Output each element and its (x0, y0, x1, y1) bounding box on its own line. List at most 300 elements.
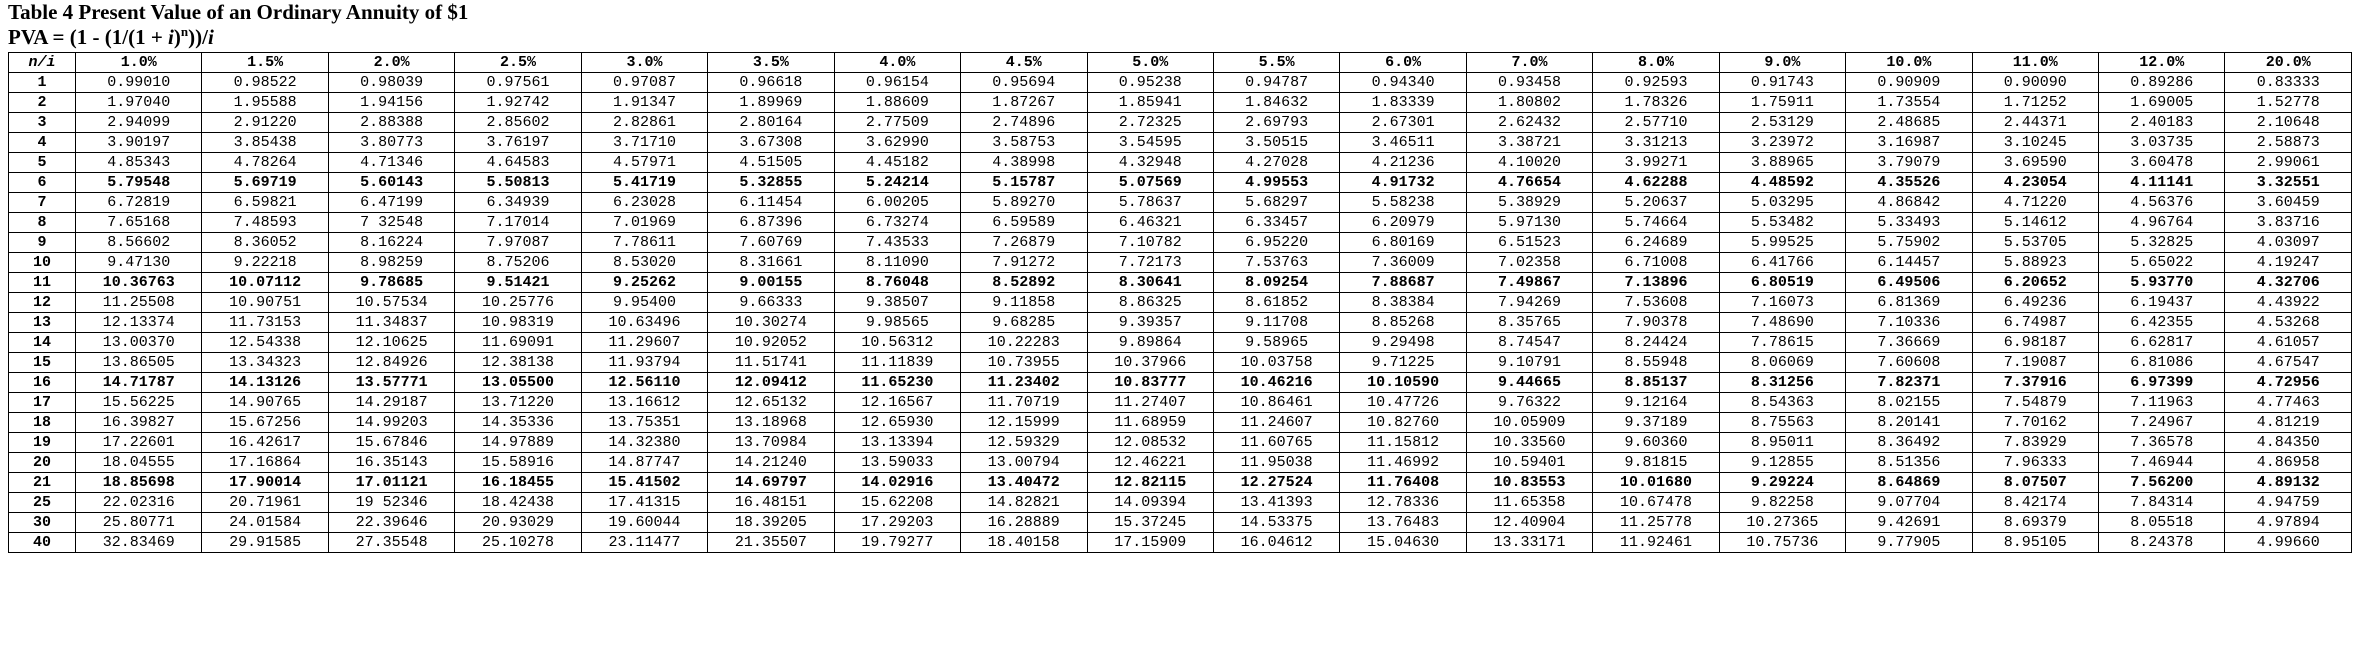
value-cell: 13.34323 (202, 353, 328, 373)
value-cell: 10.36763 (76, 273, 202, 293)
period-cell: 14 (9, 333, 76, 353)
value-cell: 6.42355 (2099, 313, 2225, 333)
value-cell: 8.86325 (1087, 293, 1213, 313)
value-cell: 8.24378 (2099, 533, 2225, 553)
value-cell: 13.75351 (581, 413, 707, 433)
value-cell: 12.54338 (202, 333, 328, 353)
value-cell: 1.88609 (834, 93, 960, 113)
value-cell: 20.71961 (202, 493, 328, 513)
table-row (9, 233, 2352, 253)
value-cell: 7.65168 (76, 213, 202, 233)
value-cell: 1.87267 (961, 93, 1087, 113)
period-cell: 18 (9, 413, 76, 433)
value-cell: 11.15812 (1340, 433, 1466, 453)
value-cell: 14.99203 (328, 413, 454, 433)
value-cell: 8.54363 (1719, 393, 1845, 413)
value-cell: 0.98039 (328, 73, 454, 93)
value-cell: 7.90378 (1593, 313, 1719, 333)
value-cell: 18.39205 (708, 513, 834, 533)
value-cell: 11.70719 (961, 393, 1087, 413)
value-cell: 5.88923 (1972, 253, 2098, 273)
value-cell: 10.83777 (1087, 373, 1213, 393)
value-cell: 10.92052 (708, 333, 834, 353)
value-cell: 1.91347 (581, 93, 707, 113)
value-cell: 3.38721 (1466, 133, 1592, 153)
value-cell: 17.15909 (1087, 533, 1213, 553)
value-cell: 9.76322 (1466, 393, 1592, 413)
value-cell: 8.11090 (834, 253, 960, 273)
value-cell: 10.57534 (328, 293, 454, 313)
value-cell: 5.14612 (1972, 213, 2098, 233)
value-cell: 10.83553 (1466, 473, 1592, 493)
table-row (9, 513, 2352, 533)
value-cell: 13.00794 (961, 453, 1087, 473)
value-cell: 5.58238 (1340, 193, 1466, 213)
value-cell: 1.83339 (1340, 93, 1466, 113)
value-cell: 4.71346 (328, 153, 454, 173)
value-cell: 2.44371 (1972, 113, 2098, 133)
value-cell: 11.24607 (1213, 413, 1339, 433)
value-cell: 6.81369 (1846, 293, 1972, 313)
period-cell: 10 (9, 253, 76, 273)
value-cell: 9.25262 (581, 273, 707, 293)
value-cell: 4.67547 (2225, 353, 2352, 373)
value-cell: 7.36669 (1846, 333, 1972, 353)
value-cell: 7.48690 (1719, 313, 1845, 333)
value-cell: 4.85343 (76, 153, 202, 173)
table-row (9, 93, 2352, 113)
value-cell: 6.74987 (1972, 313, 2098, 333)
value-cell: 7.78615 (1719, 333, 1845, 353)
value-cell: 7.78611 (581, 233, 707, 253)
value-cell: 7.97087 (455, 233, 581, 253)
rate-header: 12.0% (2099, 53, 2225, 73)
value-cell: 19.79277 (834, 533, 960, 553)
value-cell: 7.84314 (2099, 493, 2225, 513)
value-cell: 4.27028 (1213, 153, 1339, 173)
value-cell: 11.76408 (1340, 473, 1466, 493)
period-cell: 3 (9, 113, 76, 133)
value-cell: 3.60478 (2099, 153, 2225, 173)
value-cell: 11.92461 (1593, 533, 1719, 553)
table-row (9, 353, 2352, 373)
value-cell: 0.96618 (708, 73, 834, 93)
value-cell: 1.69005 (2099, 93, 2225, 113)
value-cell: 10.33560 (1466, 433, 1592, 453)
value-cell: 2.99061 (2225, 153, 2352, 173)
value-cell: 4.94759 (2225, 493, 2352, 513)
value-cell: 14.35336 (455, 413, 581, 433)
value-cell: 14.29187 (328, 393, 454, 413)
value-cell: 5.79548 (76, 173, 202, 193)
value-cell: 18.40158 (961, 533, 1087, 553)
value-cell: 0.93458 (1466, 73, 1592, 93)
rate-header: 4.5% (961, 53, 1087, 73)
value-cell: 14.97889 (455, 433, 581, 453)
value-cell: 16.42617 (202, 433, 328, 453)
value-cell: 5.03295 (1719, 193, 1845, 213)
value-cell: 15.67846 (328, 433, 454, 453)
value-cell: 13.18968 (708, 413, 834, 433)
value-cell: 10.46216 (1213, 373, 1339, 393)
value-cell: 5.74664 (1593, 213, 1719, 233)
value-cell: 17.01121 (328, 473, 454, 493)
value-cell: 9.89864 (1087, 333, 1213, 353)
value-cell: 6.49236 (1972, 293, 2098, 313)
value-cell: 11.46992 (1340, 453, 1466, 473)
value-cell: 7.91272 (961, 253, 1087, 273)
value-cell: 2.94099 (76, 113, 202, 133)
value-cell: 12.65930 (834, 413, 960, 433)
value-cell: 8.20141 (1846, 413, 1972, 433)
value-cell: 5.97130 (1466, 213, 1592, 233)
value-cell: 10.90751 (202, 293, 328, 313)
value-cell: 12.10625 (328, 333, 454, 353)
value-cell: 7 32548 (328, 213, 454, 233)
value-cell: 12.27524 (1213, 473, 1339, 493)
value-cell: 17.29203 (834, 513, 960, 533)
value-cell: 2.40183 (2099, 113, 2225, 133)
value-cell: 4.61057 (2225, 333, 2352, 353)
value-cell: 4.19247 (2225, 253, 2352, 273)
value-cell: 14.87747 (581, 453, 707, 473)
rate-header: 8.0% (1593, 53, 1719, 73)
value-cell: 8.61852 (1213, 293, 1339, 313)
annuity-table-page (8, 0, 2352, 553)
value-cell: 1.95588 (202, 93, 328, 113)
rate-header: 11.0% (1972, 53, 2098, 73)
value-cell: 4.78264 (202, 153, 328, 173)
period-cell: 8 (9, 213, 76, 233)
value-cell: 3.31213 (1593, 133, 1719, 153)
value-cell: 6.81086 (2099, 353, 2225, 373)
period-cell: 2 (9, 93, 76, 113)
value-cell: 10.56312 (834, 333, 960, 353)
value-cell: 10.37966 (1087, 353, 1213, 373)
value-cell: 6.80169 (1340, 233, 1466, 253)
value-cell: 18.85698 (76, 473, 202, 493)
value-cell: 12.40904 (1466, 513, 1592, 533)
value-cell: 6.33457 (1213, 213, 1339, 233)
formula-rate-var-2: i (207, 25, 214, 49)
value-cell: 0.97087 (581, 73, 707, 93)
table-row (9, 293, 2352, 313)
table-row (9, 213, 2352, 233)
value-cell: 9.66333 (708, 293, 834, 313)
value-cell: 15.67256 (202, 413, 328, 433)
value-cell: 8.38384 (1340, 293, 1466, 313)
value-cell: 10.03758 (1213, 353, 1339, 373)
period-cell: 25 (9, 493, 76, 513)
value-cell: 16.18455 (455, 473, 581, 493)
value-cell: 6.97399 (2099, 373, 2225, 393)
value-cell: 7.94269 (1466, 293, 1592, 313)
value-cell: 11.51741 (708, 353, 834, 373)
value-cell: 4.43922 (2225, 293, 2352, 313)
value-cell: 10.98319 (455, 313, 581, 333)
value-cell: 6.23028 (581, 193, 707, 213)
value-cell: 4.89132 (2225, 473, 2352, 493)
value-cell: 8.85268 (1340, 313, 1466, 333)
value-cell: 9.39357 (1087, 313, 1213, 333)
value-cell: 4.97894 (2225, 513, 2352, 533)
value-cell: 11.11839 (834, 353, 960, 373)
value-cell: 6.59589 (961, 213, 1087, 233)
value-cell: 9.29224 (1719, 473, 1845, 493)
rate-header: 20.0% (2225, 53, 2352, 73)
value-cell: 5.38929 (1466, 193, 1592, 213)
value-cell: 12.56110 (581, 373, 707, 393)
value-cell: 10.30274 (708, 313, 834, 333)
value-cell: 8.55948 (1593, 353, 1719, 373)
value-cell: 7.60608 (1846, 353, 1972, 373)
value-cell: 7.19087 (1972, 353, 2098, 373)
value-cell: 11.65230 (834, 373, 960, 393)
value-cell: 7.17014 (455, 213, 581, 233)
value-cell: 9.12164 (1593, 393, 1719, 413)
value-cell: 11.25778 (1593, 513, 1719, 533)
rate-header: 2.5% (455, 53, 581, 73)
value-cell: 3.46511 (1340, 133, 1466, 153)
value-cell: 0.90909 (1846, 73, 1972, 93)
value-cell: 3.79079 (1846, 153, 1972, 173)
value-cell: 9.07704 (1846, 493, 1972, 513)
value-cell: 15.56225 (76, 393, 202, 413)
value-cell: 6.73274 (834, 213, 960, 233)
period-cell: 6 (9, 173, 76, 193)
value-cell: 12.82115 (1087, 473, 1213, 493)
value-cell: 0.83333 (2225, 73, 2352, 93)
value-cell: 8.02155 (1846, 393, 1972, 413)
value-cell: 8.75563 (1719, 413, 1845, 433)
value-cell: 7.13896 (1593, 273, 1719, 293)
value-cell: 5.75902 (1846, 233, 1972, 253)
value-cell: 9.38507 (834, 293, 960, 313)
value-cell: 1.89969 (708, 93, 834, 113)
value-cell: 8.95011 (1719, 433, 1845, 453)
value-cell: 10.59401 (1466, 453, 1592, 473)
value-cell: 10.73955 (961, 353, 1087, 373)
value-cell: 11.68959 (1087, 413, 1213, 433)
value-cell: 4.76654 (1466, 173, 1592, 193)
value-cell: 4.64583 (455, 153, 581, 173)
period-cell: 20 (9, 453, 76, 473)
value-cell: 3.90197 (76, 133, 202, 153)
corner-label: n/i (9, 53, 76, 73)
value-cell: 1.52778 (2225, 93, 2352, 113)
formula-rate-var: i (168, 25, 174, 49)
value-cell: 6.00205 (834, 193, 960, 213)
value-cell: 4.48592 (1719, 173, 1845, 193)
value-cell: 13.57771 (328, 373, 454, 393)
value-cell: 2.62432 (1466, 113, 1592, 133)
value-cell: 14.82821 (961, 493, 1087, 513)
value-cell: 12.59329 (961, 433, 1087, 453)
value-cell: 10.67478 (1593, 493, 1719, 513)
value-cell: 2.74896 (961, 113, 1087, 133)
value-cell: 7.10782 (1087, 233, 1213, 253)
value-cell: 8.24424 (1593, 333, 1719, 353)
value-cell: 8.64869 (1846, 473, 1972, 493)
value-cell: 7.60769 (708, 233, 834, 253)
value-cell: 15.04630 (1340, 533, 1466, 553)
value-cell: 2.77509 (834, 113, 960, 133)
value-cell: 7.88687 (1340, 273, 1466, 293)
value-cell: 7.02358 (1466, 253, 1592, 273)
value-cell: 2.67301 (1340, 113, 1466, 133)
value-cell: 19.60044 (581, 513, 707, 533)
value-cell: 3.85438 (202, 133, 328, 153)
rate-header: 5.5% (1213, 53, 1339, 73)
value-cell: 3.99271 (1593, 153, 1719, 173)
value-cell: 9.11708 (1213, 313, 1339, 333)
value-cell: 6.24689 (1593, 233, 1719, 253)
value-cell: 8.31661 (708, 253, 834, 273)
value-cell: 17.16864 (202, 453, 328, 473)
rate-header: 1.0% (76, 53, 202, 73)
value-cell: 8.98259 (328, 253, 454, 273)
value-cell: 3.58753 (961, 133, 1087, 153)
value-cell: 12.78336 (1340, 493, 1466, 513)
value-cell: 5.53482 (1719, 213, 1845, 233)
value-cell: 10.05909 (1466, 413, 1592, 433)
value-cell: 27.35548 (328, 533, 454, 553)
value-cell: 11.95038 (1213, 453, 1339, 473)
value-cell: 23.11477 (581, 533, 707, 553)
value-cell: 16.48151 (708, 493, 834, 513)
value-cell: 7.36009 (1340, 253, 1466, 273)
value-cell: 22.02316 (76, 493, 202, 513)
value-cell: 4.96764 (2099, 213, 2225, 233)
value-cell: 6.41766 (1719, 253, 1845, 273)
value-cell: 15.62208 (834, 493, 960, 513)
value-cell: 18.42438 (455, 493, 581, 513)
value-cell: 7.53763 (1213, 253, 1339, 273)
value-cell: 10.63496 (581, 313, 707, 333)
value-cell: 10.07112 (202, 273, 328, 293)
value-cell: 6.19437 (2099, 293, 2225, 313)
value-cell: 6.14457 (1846, 253, 1972, 273)
table-title: Table 4 Present Value of an Ordinary Annuity of $1 (8, 0, 469, 24)
value-cell: 9.22218 (202, 253, 328, 273)
value-cell: 19 52346 (328, 493, 454, 513)
value-cell: 8.16224 (328, 233, 454, 253)
value-cell: 13.71220 (455, 393, 581, 413)
value-cell: 5.53705 (1972, 233, 2098, 253)
value-cell: 2.57710 (1593, 113, 1719, 133)
value-cell: 18.04555 (76, 453, 202, 473)
value-cell: 0.98522 (202, 73, 328, 93)
value-cell: 3.03735 (2099, 133, 2225, 153)
value-cell: 9.71225 (1340, 353, 1466, 373)
value-cell: 29.91585 (202, 533, 328, 553)
value-cell: 9.37189 (1593, 413, 1719, 433)
value-cell: 10.25776 (455, 293, 581, 313)
value-cell: 6.59821 (202, 193, 328, 213)
value-cell: 4.51505 (708, 153, 834, 173)
value-cell: 9.29498 (1340, 333, 1466, 353)
value-cell: 14.71787 (76, 373, 202, 393)
value-cell: 7.96333 (1972, 453, 2098, 473)
value-cell: 10.22283 (961, 333, 1087, 353)
value-cell: 6.62817 (2099, 333, 2225, 353)
value-cell: 12.09412 (708, 373, 834, 393)
value-cell: 0.89286 (2099, 73, 2225, 93)
value-cell: 15.37245 (1087, 513, 1213, 533)
value-cell: 1.78326 (1593, 93, 1719, 113)
value-cell: 5.65022 (2099, 253, 2225, 273)
formula-close: ) (173, 25, 181, 49)
value-cell: 3.50515 (1213, 133, 1339, 153)
value-cell: 8.53020 (581, 253, 707, 273)
rate-header: 7.0% (1466, 53, 1592, 73)
value-cell: 2.69793 (1213, 113, 1339, 133)
value-cell: 14.21240 (708, 453, 834, 473)
period-cell: 16 (9, 373, 76, 393)
annuity-table (8, 52, 2352, 553)
table-row (9, 473, 2352, 493)
value-cell: 7.10336 (1846, 313, 1972, 333)
value-cell: 0.90090 (1972, 73, 2098, 93)
value-cell: 4.32948 (1087, 153, 1213, 173)
value-cell: 4.32706 (2225, 273, 2352, 293)
value-cell: 2.82861 (581, 113, 707, 133)
value-cell: 12.15999 (961, 413, 1087, 433)
value-cell: 10.27365 (1719, 513, 1845, 533)
value-cell: 13.40472 (961, 473, 1087, 493)
value-cell: 17.22601 (76, 433, 202, 453)
table-row (9, 173, 2352, 193)
value-cell: 1.97040 (76, 93, 202, 113)
value-cell: 0.92593 (1593, 73, 1719, 93)
value-cell: 14.09394 (1087, 493, 1213, 513)
value-cell: 10.10590 (1340, 373, 1466, 393)
value-cell: 14.13126 (202, 373, 328, 393)
value-cell: 4.91732 (1340, 173, 1466, 193)
value-cell: 8.07507 (1972, 473, 2098, 493)
value-cell: 4.03097 (2225, 233, 2352, 253)
value-cell: 4.81219 (2225, 413, 2352, 433)
header-row (9, 53, 2352, 73)
value-cell: 3.83716 (2225, 213, 2352, 233)
value-cell: 9.58965 (1213, 333, 1339, 353)
value-cell: 8.52892 (961, 273, 1087, 293)
value-cell: 2.88388 (328, 113, 454, 133)
value-cell: 2.53129 (1719, 113, 1845, 133)
value-cell: 7.01969 (581, 213, 707, 233)
value-cell: 4.71220 (1972, 193, 2098, 213)
value-cell: 9.12855 (1719, 453, 1845, 473)
value-cell: 16.04612 (1213, 533, 1339, 553)
period-cell: 30 (9, 513, 76, 533)
value-cell: 3.76197 (455, 133, 581, 153)
value-cell: 32.83469 (76, 533, 202, 553)
value-cell: 4.45182 (834, 153, 960, 173)
rate-header: 4.0% (834, 53, 960, 73)
value-cell: 5.33493 (1846, 213, 1972, 233)
value-cell: 8.51356 (1846, 453, 1972, 473)
value-cell: 12.13374 (76, 313, 202, 333)
value-cell: 12.84926 (328, 353, 454, 373)
value-cell: 6.34939 (455, 193, 581, 213)
value-cell: 12.65132 (708, 393, 834, 413)
value-cell: 6.20979 (1340, 213, 1466, 233)
value-cell: 4.86958 (2225, 453, 2352, 473)
period-cell: 12 (9, 293, 76, 313)
value-cell: 9.11858 (961, 293, 1087, 313)
value-cell: 8.06069 (1719, 353, 1845, 373)
value-cell: 1.73554 (1846, 93, 1972, 113)
